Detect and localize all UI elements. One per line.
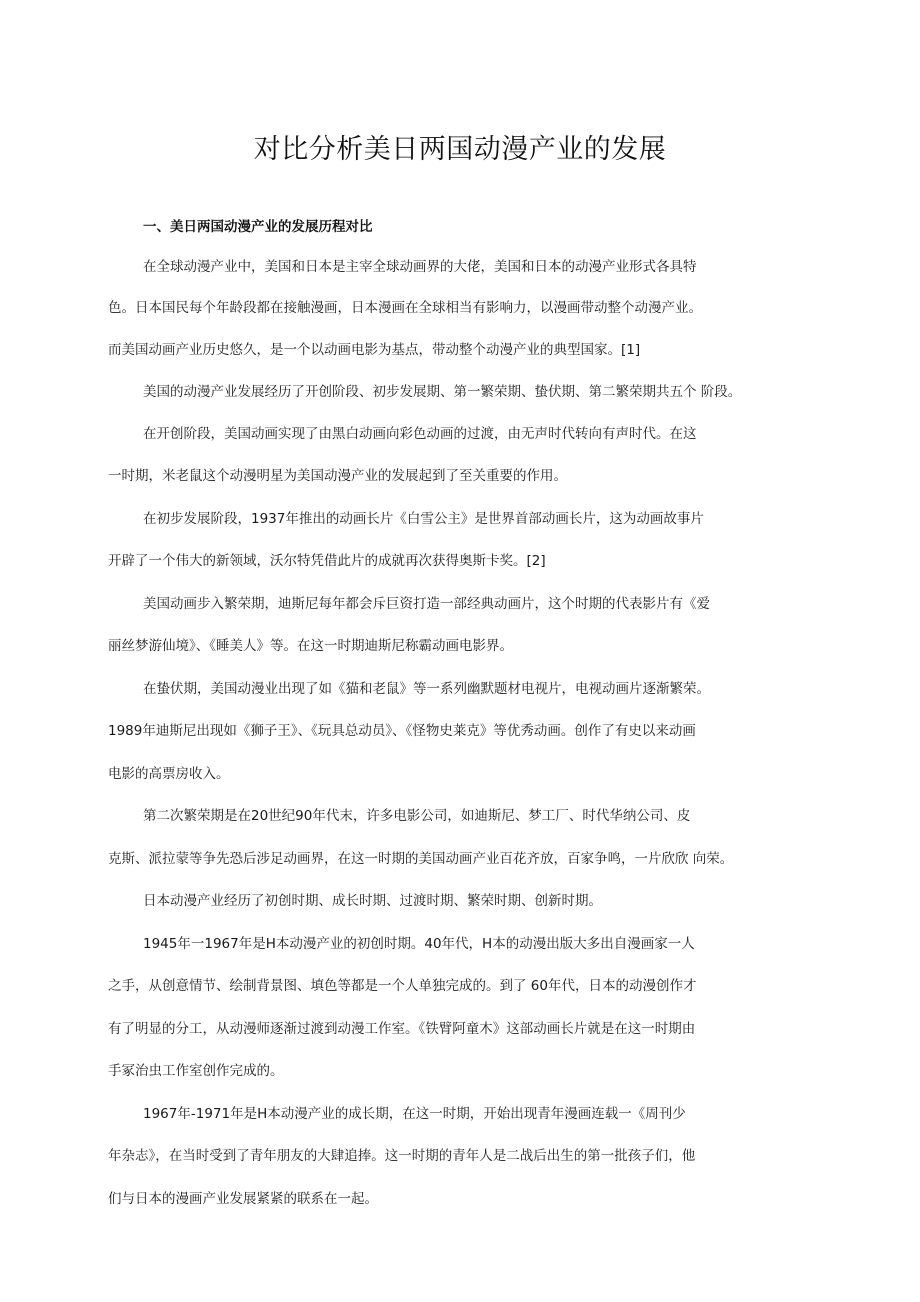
paragraph-line: 之手，从创意情节、绘制背景图、填色等都是一个人单独完成的。到了 60年代，日本的动漫创作才 [108,978,697,994]
paragraph-line: 开辟了一个伟大的新领域，沃尔特凭借此片的成就再次获得奥斯卡奖。[2] [108,553,546,569]
paragraph-line: 1967年-1971年是H本动漫产业的成长期，在这一时期，开始出现青年漫画连载一《周刊少 [143,1106,686,1122]
paragraph-line: 们与日本的漫画产业发展紧紧的联系在一起。 [108,1191,378,1207]
paragraph-line: 一时期，米老鼠这个动漫明星为美国动漫产业的发展起到了至关重要的作用。 [108,468,567,484]
section-heading: 一、美日两国动漫产业的发展历程对比 [143,219,373,235]
paragraph-line: 电影的高票房收入。 [108,766,230,782]
paragraph-line: 在初步发展阶段，1937年推出的动画长片《白雪公主》是世界首部动画长片，这为动画故事片 [143,511,704,527]
paragraph-line: 克斯、派拉蒙等争先恐后涉足动画界，在这一时期的美国动画产业百花齐放，百家争鸣，一片欣欣 向荣。 [108,851,734,867]
paragraph-line: 1989年迪斯尼出现如《狮子王》、《玩具总动员》、《怪物史莱克》等优秀动画。创作了有史以来动画 [108,723,696,739]
paragraph-line: 有了明显的分工，从动漫师逐渐过渡到动漫工作室。《铁臂阿童木》这部动画长片就是在这一时期由 [108,1021,696,1037]
paragraph-line: 色。日本国民每个年龄段都在接触漫画，日本漫画在全球相当有影响力，以漫画带动整个动漫产业。 [108,300,702,316]
paragraph-line: 第二次繁荣期是在20世纪90年代末，许多电影公司，如迪斯尼、梦工厂、时代华纳公司、皮 [143,808,691,824]
paragraph-line: 美国动画步入繁荣期，迪斯尼每年都会斥巨资打造一部经典动画片，这个时期的代表影片有《爱 [143,596,710,612]
paragraph-line: 年杂志》，在当时受到了青年朋友的大肆追捧。这一时期的青年人是二战后出生的第一批孩子们，他 [108,1148,696,1164]
document-title: 对比分析美日两国动漫产业的发展 [253,134,667,165]
paragraph-line: 手冢治虫工作室创作完成的。 [108,1063,284,1079]
paragraph-line: 日本动漫产业经历了初创时期、成长时期、过渡时期、繁荣时期、创新时期。 [143,893,602,909]
paragraph-line: 丽丝梦游仙境》、《睡美人》等。在这一时期迪斯尼称霸动画电影界。 [108,638,513,654]
paragraph-line: 美国的动漫产业发展经历了开创阶段、初步发展期、第一繁荣期、蛰伏期、第二繁荣期共五个 阶段。 [143,384,742,400]
paragraph-line: 而美国动画产业历史悠久，是一个以动画电影为基点，带动整个动漫产业的典型国家。[1] [108,342,641,358]
paragraph-line: 在开创阶段，美国动画实现了由黑白动画向彩色动画的过渡，由无声时代转向有声时代。在这 [143,426,697,442]
paragraph-line: 1945年一1967年是H本动漫产业的初创时期。40年代，H本的动漫出版大多出自漫画家一人 [143,936,695,952]
paragraph-line: 在蛰伏期，美国动漫业出现了如《猫和老鼠》等一系列幽默题材电视片，电视动画片逐渐繁荣。 [143,681,710,697]
paragraph-line: 在全球动漫产业中，美国和日本是主宰全球动画界的大佬，美国和日本的动漫产业形式各具特 [143,259,697,275]
